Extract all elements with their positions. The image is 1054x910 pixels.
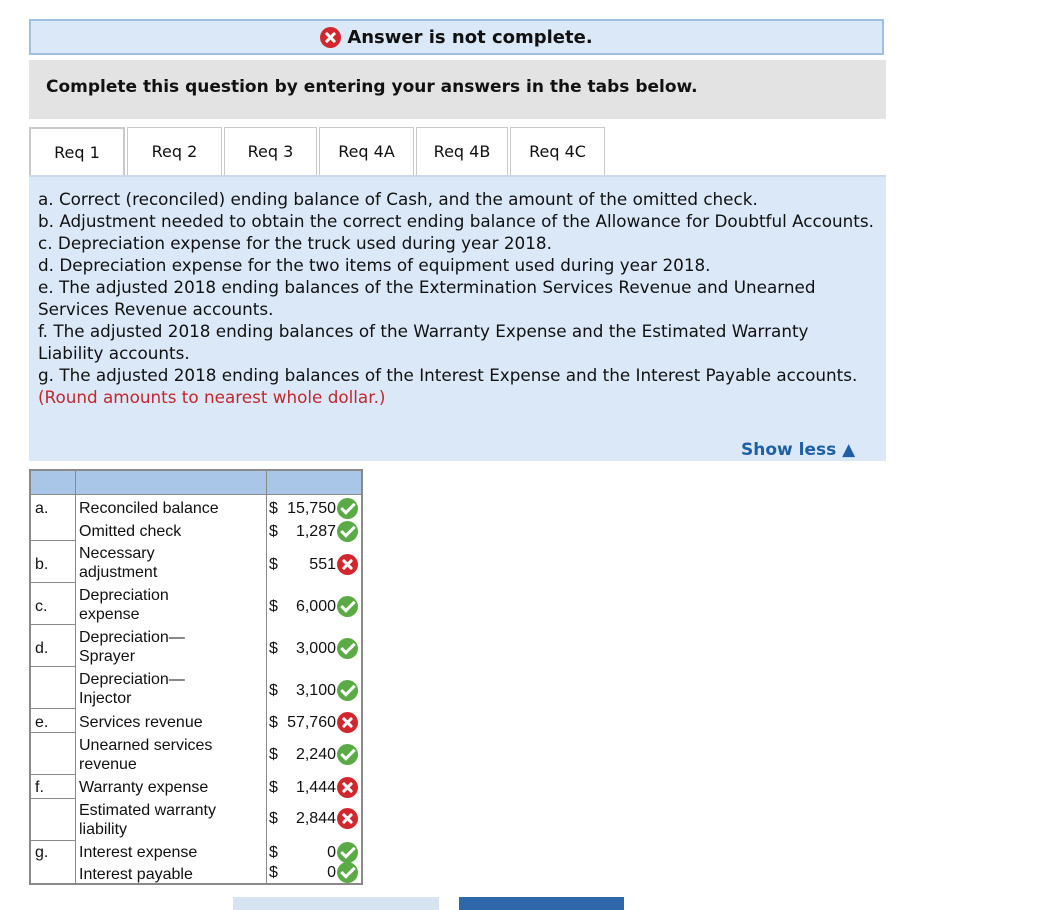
req-line-d: d. Depreciation expense for the two items of equipment used during year 2018.: [38, 255, 711, 275]
amount-input[interactable]: $ 15,750: [269, 499, 361, 519]
instructions: [29, 60, 886, 119]
amount-input[interactable]: $ 57,760: [269, 713, 361, 733]
req-line-g: g. The adjusted 2018 ending balances of the Interest Expense and the Interest Payable accounts. (Round amounts to nearest whole dollar.): [38, 365, 858, 407]
row-label: Injector: [79, 690, 132, 707]
amount-input[interactable]: $ 0: [269, 863, 361, 883]
table-header: [267, 471, 361, 494]
req-line-a: a. Correct (reconciled) ending balance of Cash, and the amount of the omitted check.: [38, 189, 758, 209]
amount-input[interactable]: $ 3,100: [269, 681, 361, 701]
row-label: expense: [79, 606, 140, 623]
req-line-c: c. Depreciation expense for the truck used during year 2018.: [38, 233, 552, 253]
row-label: adjustment: [79, 564, 158, 581]
x-circle-icon: [337, 712, 358, 733]
req-line-b: b. Adjustment needed to obtain the correct ending balance of the Allowance for Doubtful Accounts.: [38, 211, 874, 231]
tab-req-1[interactable]: Req 1: [29, 127, 125, 175]
row-label: Interest expense: [79, 844, 198, 861]
tab-req-2[interactable]: Req 2: [127, 127, 222, 175]
triangle-up-icon: ▲: [842, 440, 856, 460]
row-label: Estimated warranty: [79, 802, 216, 819]
amount-input[interactable]: $ 1,444: [269, 778, 361, 798]
row-letter: b.: [35, 556, 49, 573]
check-icon: [337, 680, 358, 701]
tab-req-4a[interactable]: Req 4A: [319, 127, 414, 175]
row-letter: g.: [35, 844, 49, 861]
row-label: Warranty expense: [79, 779, 209, 796]
row-letter: f.: [35, 779, 44, 796]
check-icon: [337, 498, 358, 519]
amount-input[interactable]: $ 2,844: [269, 809, 361, 829]
row-label: Depreciation—: [79, 671, 185, 688]
answer-status-banner: [29, 19, 884, 55]
answer-table: [29, 469, 363, 885]
requirement-panel: [29, 177, 886, 461]
row-letter: c.: [35, 598, 48, 615]
row-label: revenue: [79, 756, 137, 773]
x-circle-icon: [337, 777, 358, 798]
check-icon: [337, 521, 358, 542]
row-label: Depreciation—: [79, 629, 185, 646]
table-header: [76, 471, 266, 494]
amount-input[interactable]: $ 0: [269, 843, 361, 863]
x-circle-icon: [337, 808, 358, 829]
req-line-f: f. The adjusted 2018 ending balances of the Warranty Expense and the Estimated Warranty Liability accounts.: [38, 321, 809, 363]
row-label: Interest payable: [79, 866, 193, 883]
check-icon: [337, 744, 358, 765]
next-button[interactable]: [459, 897, 624, 910]
row-label: Services revenue: [79, 714, 203, 731]
rounding-note: (Round amounts to nearest whole dollar.): [38, 387, 386, 407]
instructions-text: Complete this question by entering your answers in the tabs below.: [46, 77, 698, 97]
x-circle-icon: [337, 554, 358, 575]
show-less-link[interactable]: Show less ▲: [741, 440, 856, 460]
amount-input[interactable]: $ 1,287: [269, 522, 361, 542]
check-icon: [337, 596, 358, 617]
amount-input[interactable]: $ 2,240: [269, 745, 361, 765]
x-circle-icon: [320, 27, 341, 48]
prev-button[interactable]: [233, 897, 439, 910]
tab-req-3[interactable]: Req 3: [224, 127, 317, 175]
row-label: Omitted check: [79, 523, 182, 540]
row-letter: e.: [35, 714, 49, 731]
amount-input[interactable]: $ 551: [269, 555, 361, 575]
row-label: Unearned services: [79, 737, 213, 754]
row-label: Necessary: [79, 545, 155, 562]
row-letter: a.: [35, 500, 49, 517]
tab-bar: [29, 127, 607, 175]
banner-text: Answer is not complete.: [347, 26, 593, 48]
row-label: Depreciation: [79, 587, 169, 604]
row-label: Sprayer: [79, 648, 136, 665]
amount-input[interactable]: $ 6,000: [269, 597, 361, 617]
row-label: Reconciled balance: [79, 500, 219, 517]
table-header: [31, 471, 75, 494]
row-letter: d.: [35, 640, 49, 657]
check-icon: [337, 842, 358, 863]
row-label: liability: [79, 821, 128, 838]
req-line-e: e. The adjusted 2018 ending balances of the Extermination Services Revenue and Unearned Services Revenue accounts.: [38, 277, 816, 319]
check-icon: [337, 862, 358, 883]
amount-input[interactable]: $ 3,000: [269, 639, 361, 659]
check-icon: [337, 638, 358, 659]
tab-req-4c[interactable]: Req 4C: [510, 127, 605, 175]
tab-req-4b[interactable]: Req 4B: [416, 127, 508, 175]
